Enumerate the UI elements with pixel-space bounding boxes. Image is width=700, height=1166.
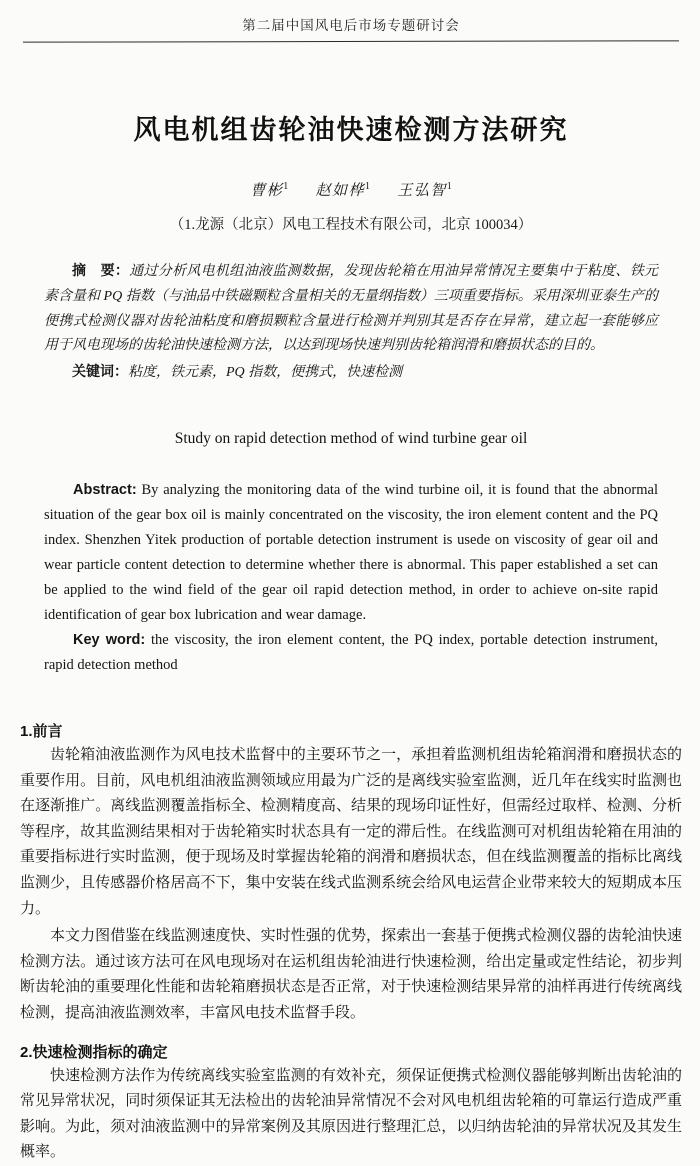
authors-line — [20, 179, 682, 200]
keywords-english-text: the viscosity, the iron element content, the PQ index, portable detection instrument, rapid detection method — [44, 631, 659, 673]
author-superscript: 1 — [283, 181, 289, 192]
section-heading-introduction: 1.前言 — [20, 722, 63, 740]
abstract-chinese-text: 通过分析风电机组油液监测数据，发现齿轮箱在用油异常情况主要集中于粘度、铁元素含量和 PQ 指数（与油品中铁磁颗粒含量相关的无量纲指数）三项重要指标。采用深圳亚泰生产的便携式检测仪器对齿轮油粘度和磨损颗粒含量进行检测并判别其是否存在异常，建立起一套能够应用于风电现场的齿轮油快速检测方法，以达到现场快速判别齿轮箱润滑和磨损状态的目的。 — [44, 264, 659, 354]
author-superscript: 1 — [446, 181, 452, 192]
author-name: 赵如桦$^1$ — [315, 181, 370, 199]
paragraph: 齿轮箱油液监测作为风电技术监督中的主要环节之一，承担着监测机组齿轮箱润滑和磨损状态的重要作用。目前，风电机组油液监测领域应用最为广泛的是离线实验室监测，近几年在线实时监测也在逐渐推广。离线监测覆盖指标全、检测精度高、结果的现场印证性好，但需经过取样、检测、分析等程序，故其监测结果相对于齿轮箱实时状态具有一定的滞后性。在线监测可对机组齿轮箱在用油的重要指标进行实时监测，便于现场及时掌握齿轮箱的润滑和磨损状态，但在线监测覆盖的指标比离线监测少，且传感器价格居高不下，集中安装在线式监测系统会给风电运营企业带来较大的短期成本压力。 — [20, 746, 682, 917]
author-name: 曹彬$^1$ — [250, 181, 289, 199]
author-name: 王弘智$^1$ — [397, 181, 452, 199]
abstract-english — [44, 478, 658, 628]
english-title: Study on rapid detection method of wind turbine gear oil — [174, 429, 528, 447]
paragraph: 本文力图借鉴在线监测速度快、实时性强的优势，探索出一套基于便携式检测仪器的齿轮油快速检测方法。通过该方法可在风电现场对在运机组齿轮油进行快速检测，给出定量或定性结论，初步判断齿轮油的重要理化性能和齿轮箱磨损状态是否正常，对于快速检测结果异常的油样再进行传统离线检测，提高油液监测效率，丰富风电技术监督手段。 — [20, 928, 682, 1021]
keywords-chinese-label: 关键词： — [72, 363, 128, 380]
keywords-chinese-text: 粘度，铁元素，PQ 指数，便携式，快速检测 — [128, 365, 403, 381]
abstract-english-text: By analyzing the monitoring data of the wind turbine oil, it is found that the abnormal situation of the gear box oil is mainly concentrated on the viscosity, the iron element content and the PQ index. Shenzhen Yitek production of portable detection instrument is usede on viscosity of gear oil and wear particle content detection to determine whether there is abnormal. This paper established a set can be applied to the wind field of the gear oil rapid detection method, in order to achieve on-site rapid identification of gear box lubrication and wear damage. — [44, 481, 658, 623]
keywords-english-label: Key word: — [73, 631, 146, 648]
affiliation: （1.龙源（北京）风电工程技术有限公司，北京 100034） — [169, 217, 533, 233]
conference-header: 第二届中国风电后市场专题研讨会 — [242, 18, 460, 33]
abstract-chinese — [44, 258, 658, 359]
paragraph: 快速检测方法作为传统离线实验室监测的有效补充，须保证便携式检测仪器能够判断出齿轮油的常见异常状况，同时须保证其无法检出的齿轮油异常情况不会对风电机组齿轮箱的可靠运行造成严重影响。为此，须对油液监测中的异常案例及其原因进行整理汇总，以归纳齿轮油的异常状况及其发生概率。 — [20, 1067, 682, 1161]
paper-title: 风电机组齿轮油快速检测方法研究 — [133, 115, 569, 145]
keywords-english — [44, 628, 658, 678]
abstract-chinese-label: 摘 要： — [72, 262, 130, 278]
header-rule — [23, 40, 679, 42]
keywords-chinese — [44, 359, 658, 386]
section-heading-indicators: 2.快速检测指标的确定 — [20, 1043, 168, 1061]
abstract-english-label: Abstract: — [73, 481, 137, 498]
author-superscript: 1 — [365, 181, 370, 192]
